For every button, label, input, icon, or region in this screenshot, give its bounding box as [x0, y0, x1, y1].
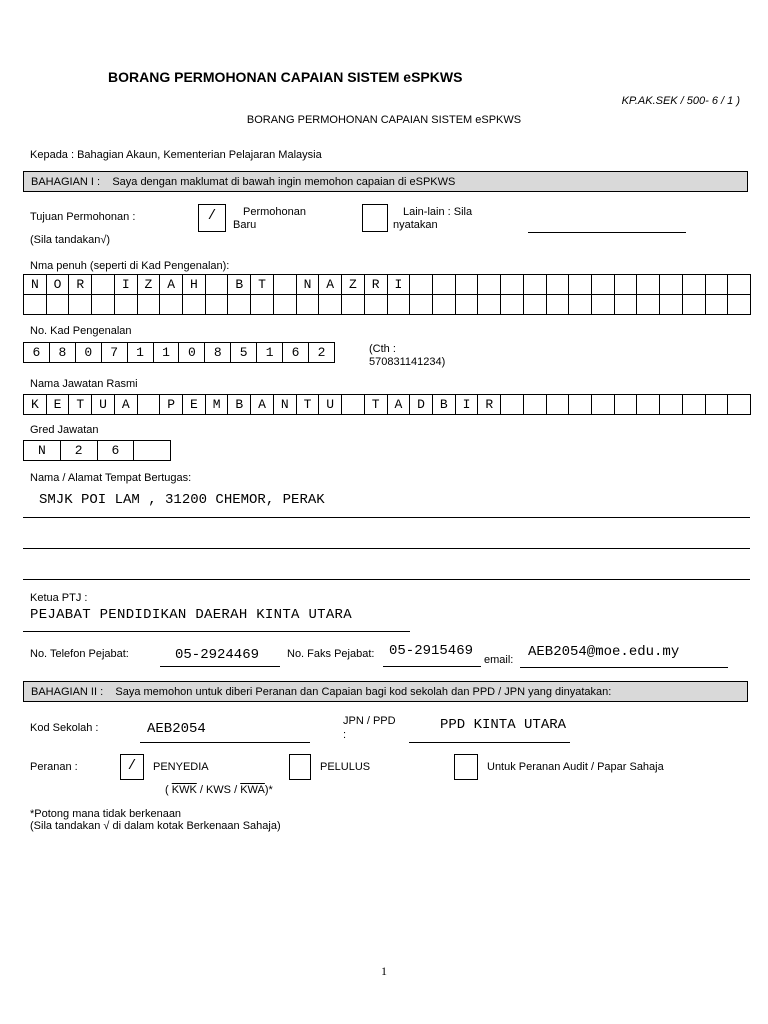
- nama-cell[interactable]: [637, 275, 660, 295]
- nama-cell[interactable]: Z: [342, 275, 365, 295]
- ic-cell[interactable]: 1: [153, 343, 179, 363]
- nama-cell[interactable]: I: [387, 275, 410, 295]
- nama-cell[interactable]: [92, 275, 115, 295]
- nama-cell[interactable]: [319, 295, 342, 315]
- jawatan-cell[interactable]: R: [478, 395, 501, 415]
- jawatan-cell[interactable]: [637, 395, 660, 415]
- ic-grid[interactable]: [23, 342, 335, 363]
- jawatan-label: Nama Jawatan Rasmi: [30, 378, 138, 390]
- nama-cell[interactable]: T: [251, 275, 274, 295]
- nama-row: [24, 275, 751, 295]
- jawatan-cell[interactable]: T: [69, 395, 92, 415]
- jpn-line: [409, 742, 570, 743]
- nama-cell[interactable]: [478, 295, 501, 315]
- jawatan-cell[interactable]: E: [46, 395, 69, 415]
- note-tandakan: (Sila tandakan √ di dalam kotak Berkenaan Sahaja): [30, 820, 281, 832]
- lain-lain-checkbox[interactable]: [362, 204, 388, 232]
- email-value[interactable]: AEB2054@moe.edu.my: [528, 644, 680, 660]
- bahagian-1-text: Saya dengan maklumat di bawah ingin memohon capaian di eSPKWS: [112, 176, 456, 188]
- telefon-line: [160, 666, 280, 667]
- nama-cell[interactable]: [46, 295, 69, 315]
- bahagian-2-bar: [23, 681, 748, 702]
- nama-cell[interactable]: [455, 295, 478, 315]
- jawatan-cell[interactable]: [501, 395, 524, 415]
- jawatan-cell[interactable]: A: [114, 395, 137, 415]
- gred-cell[interactable]: 6: [97, 441, 134, 461]
- nama-cell[interactable]: [24, 295, 47, 315]
- nama-cell[interactable]: O: [46, 275, 69, 295]
- kws-option: / KWS /: [196, 784, 241, 796]
- ic-cell[interactable]: 5: [231, 343, 257, 363]
- jawatan-cell[interactable]: [342, 395, 365, 415]
- nama-cell[interactable]: [660, 275, 683, 295]
- faks-value[interactable]: 05-2915469: [389, 643, 474, 659]
- jawatan-cell[interactable]: E: [183, 395, 206, 415]
- jawatan-cell[interactable]: [728, 395, 751, 415]
- nama-cell[interactable]: [137, 295, 160, 315]
- nama-cell[interactable]: [432, 275, 455, 295]
- jawatan-cell[interactable]: T: [364, 395, 387, 415]
- jawatan-cell[interactable]: B: [228, 395, 251, 415]
- nama-cell[interactable]: R: [69, 275, 92, 295]
- tujuan-label: Tujuan Permohonan :: [30, 211, 136, 223]
- gred-cell[interactable]: [134, 441, 171, 461]
- gred-cell[interactable]: 2: [60, 441, 97, 461]
- nama-cell[interactable]: [569, 295, 592, 315]
- telefon-label: No. Telefon Pejabat:: [30, 648, 129, 660]
- email-label: email:: [484, 654, 514, 666]
- jawatan-cell[interactable]: A: [387, 395, 410, 415]
- ketua-value[interactable]: PEJABAT PENDIDIKAN DAERAH KINTA UTARA: [30, 607, 352, 623]
- lain-lain-label-2: nyatakan: [393, 219, 438, 231]
- form-title: BORANG PERMOHONAN CAPAIAN SISTEM eSPKWS: [108, 69, 463, 85]
- nama-cell[interactable]: [410, 295, 433, 315]
- penyedia-checkbox[interactable]: /: [120, 754, 144, 780]
- jawatan-cell[interactable]: P: [160, 395, 183, 415]
- jawatan-row: [24, 395, 751, 415]
- page-number: 1: [381, 964, 387, 978]
- bahagian-1-bar: [23, 171, 748, 192]
- nama-grid[interactable]: [23, 274, 751, 315]
- ic-cell[interactable]: 8: [205, 343, 231, 363]
- kepada-text: Kepada : Bahagian Akaun, Kementerian Pelajaran Malaysia: [30, 149, 322, 161]
- permohonan-baru-label-2: Baru: [233, 219, 257, 231]
- gred-grid[interactable]: [23, 440, 171, 461]
- nama-cell[interactable]: [92, 295, 115, 315]
- nama-cell[interactable]: [591, 295, 614, 315]
- jawatan-cell[interactable]: I: [455, 395, 478, 415]
- ic-cell[interactable]: 0: [179, 343, 205, 363]
- nama-cell[interactable]: [660, 295, 683, 315]
- jawatan-cell[interactable]: A: [251, 395, 274, 415]
- bahagian-2-heading: BAHAGIAN II :: [31, 686, 104, 698]
- nama-cell[interactable]: H: [183, 275, 206, 295]
- permohonan-baru-label-1: Permohonan: [243, 206, 306, 218]
- nama-cell[interactable]: [455, 275, 478, 295]
- nama-cell[interactable]: [251, 295, 274, 315]
- alamat-line-1: [23, 517, 750, 518]
- nama-cell[interactable]: [501, 295, 524, 315]
- nama-cell[interactable]: [205, 295, 228, 315]
- nama-label: Nma penuh (seperti di Kad Pengenalan):: [30, 260, 230, 272]
- nama-cell[interactable]: [614, 295, 637, 315]
- nama-cell[interactable]: [501, 275, 524, 295]
- nama-cell[interactable]: [160, 295, 183, 315]
- jawatan-cell[interactable]: U: [92, 395, 115, 415]
- nama-cell[interactable]: [432, 295, 455, 315]
- nama-cell[interactable]: [705, 295, 728, 315]
- nama-cell[interactable]: A: [160, 275, 183, 295]
- kod-sekolah-value[interactable]: AEB2054: [147, 721, 206, 737]
- jawatan-cell[interactable]: K: [24, 395, 47, 415]
- ketua-line: [23, 631, 410, 632]
- bahagian-2-text: Saya memohon untuk diberi Peranan dan Capaian bagi kod sekolah dan PPD / JPN yang dinyatakan:: [115, 686, 612, 698]
- jawatan-cell[interactable]: T: [296, 395, 319, 415]
- nama-cell[interactable]: [273, 275, 296, 295]
- nama-cell[interactable]: [69, 295, 92, 315]
- jpn-label-1: JPN / PPD: [343, 715, 396, 727]
- peranan-label: Peranan :: [30, 761, 78, 773]
- alamat-label: Nama / Alamat Tempat Bertugas:: [30, 472, 192, 484]
- ic-cell[interactable]: 2: [308, 343, 334, 363]
- alamat-value[interactable]: SMJK POI LAM , 31200 CHEMOR, PERAK: [39, 492, 325, 508]
- nama-cell[interactable]: [387, 295, 410, 315]
- nama-cell[interactable]: [705, 275, 728, 295]
- email-line: [520, 667, 728, 668]
- jawatan-cell[interactable]: M: [205, 395, 228, 415]
- form-reference: KP.AK.SEK / 500- 6 / 1 ): [621, 95, 740, 107]
- ic-example-2: 570831141234): [369, 356, 446, 368]
- bahagian-1-heading: BAHAGIAN I :: [31, 176, 101, 188]
- form-subtitle: BORANG PERMOHONAN CAPAIAN SISTEM eSPKWS: [246, 114, 522, 126]
- jawatan-cell[interactable]: [546, 395, 569, 415]
- nama-cell[interactable]: [478, 275, 501, 295]
- jawatan-cell[interactable]: B: [432, 395, 455, 415]
- nama-cell[interactable]: [523, 295, 546, 315]
- ic-cell[interactable]: 1: [257, 343, 283, 363]
- note-potong: *Potong mana tidak berkenaan: [30, 808, 182, 820]
- nama-cell[interactable]: [228, 295, 251, 315]
- nama-cell[interactable]: [682, 275, 705, 295]
- gred-row: [24, 441, 171, 461]
- nama-cell[interactable]: [682, 295, 705, 315]
- ic-example-1: (Cth :: [369, 343, 396, 355]
- ic-cell[interactable]: 6: [283, 343, 309, 363]
- jpn-label-2: :: [343, 729, 347, 741]
- nama-cell[interactable]: B: [228, 275, 251, 295]
- ic-cell[interactable]: 7: [101, 343, 127, 363]
- nama-cell[interactable]: [114, 295, 137, 315]
- alamat-line-2[interactable]: [23, 548, 750, 549]
- kwk-options: ( $\overline{KWK}$ / KWS / $\overline{KWA})*$: [165, 784, 273, 796]
- ic-label: No. Kad Pengenalan: [30, 325, 132, 337]
- jawatan-cell[interactable]: [682, 395, 705, 415]
- nama-cell[interactable]: [614, 275, 637, 295]
- nama-cell[interactable]: [728, 295, 751, 315]
- jawatan-grid[interactable]: [23, 394, 751, 415]
- nama-cell[interactable]: R: [364, 275, 387, 295]
- nama-cell[interactable]: N: [296, 275, 319, 295]
- tandakan-note: (Sila tandakan√): [30, 234, 111, 246]
- jawatan-cell[interactable]: [137, 395, 160, 415]
- ic-cell[interactable]: 6: [24, 343, 50, 363]
- nama-cell[interactable]: Z: [137, 275, 160, 295]
- ic-cell[interactable]: 1: [127, 343, 153, 363]
- nama-cell[interactable]: [296, 295, 319, 315]
- faks-label: No. Faks Pejabat:: [287, 648, 375, 660]
- faks-line: [383, 666, 481, 667]
- permohonan-baru-checkbox[interactable]: /: [198, 204, 226, 232]
- gred-label: Gred Jawatan: [30, 424, 99, 436]
- nama-cell[interactable]: A: [319, 275, 342, 295]
- nama-cell[interactable]: [364, 295, 387, 315]
- pelulus-label: PELULUS: [320, 761, 371, 773]
- nama-cell[interactable]: I: [114, 275, 137, 295]
- ic-cell[interactable]: 0: [75, 343, 101, 363]
- jpn-value[interactable]: PPD KINTA UTARA: [440, 717, 567, 733]
- nama-cell[interactable]: N: [24, 275, 47, 295]
- nama-cell[interactable]: [637, 295, 660, 315]
- nama-cell[interactable]: [546, 275, 569, 295]
- kwa-option: $\overline{KWA}$: [240, 784, 265, 796]
- nama-cell[interactable]: [205, 275, 228, 295]
- nama-cell[interactable]: [546, 295, 569, 315]
- nama-cell[interactable]: [728, 275, 751, 295]
- nama-cell[interactable]: [410, 275, 433, 295]
- penyedia-label: PENYEDIA: [153, 761, 209, 773]
- ic-row: [24, 343, 335, 363]
- ic-cell[interactable]: 8: [49, 343, 75, 363]
- kod-sekolah-label: Kod Sekolah :: [30, 722, 99, 734]
- nama-cell[interactable]: [183, 295, 206, 315]
- lain-lain-line[interactable]: [528, 232, 686, 233]
- nama-cell[interactable]: [569, 275, 592, 295]
- pelulus-checkbox[interactable]: [289, 754, 311, 780]
- nama-row: [24, 295, 751, 315]
- jawatan-cell[interactable]: [523, 395, 546, 415]
- nama-cell[interactable]: [273, 295, 296, 315]
- kod-sekolah-line: [140, 742, 310, 743]
- alamat-line-3[interactable]: [23, 579, 750, 580]
- jawatan-cell[interactable]: [705, 395, 728, 415]
- telefon-value[interactable]: 05-2924469: [175, 647, 260, 663]
- ketua-label: Ketua PTJ :: [30, 592, 88, 604]
- jawatan-cell[interactable]: U: [319, 395, 342, 415]
- lain-lain-label-1: Lain-lain : Sila: [403, 206, 473, 218]
- audit-checkbox[interactable]: [454, 754, 478, 780]
- gred-cell[interactable]: N: [24, 441, 61, 461]
- nama-cell[interactable]: [591, 275, 614, 295]
- jawatan-cell[interactable]: D: [410, 395, 433, 415]
- jawatan-cell[interactable]: N: [273, 395, 296, 415]
- jawatan-cell[interactable]: [569, 395, 592, 415]
- jawatan-cell[interactable]: [591, 395, 614, 415]
- nama-cell[interactable]: [523, 275, 546, 295]
- kwk-option: $\overline{KWK}$: [171, 784, 197, 796]
- audit-label: Untuk Peranan Audit / Papar Sahaja: [487, 761, 664, 773]
- jawatan-cell[interactable]: [614, 395, 637, 415]
- nama-cell[interactable]: [342, 295, 365, 315]
- jawatan-cell[interactable]: [660, 395, 683, 415]
